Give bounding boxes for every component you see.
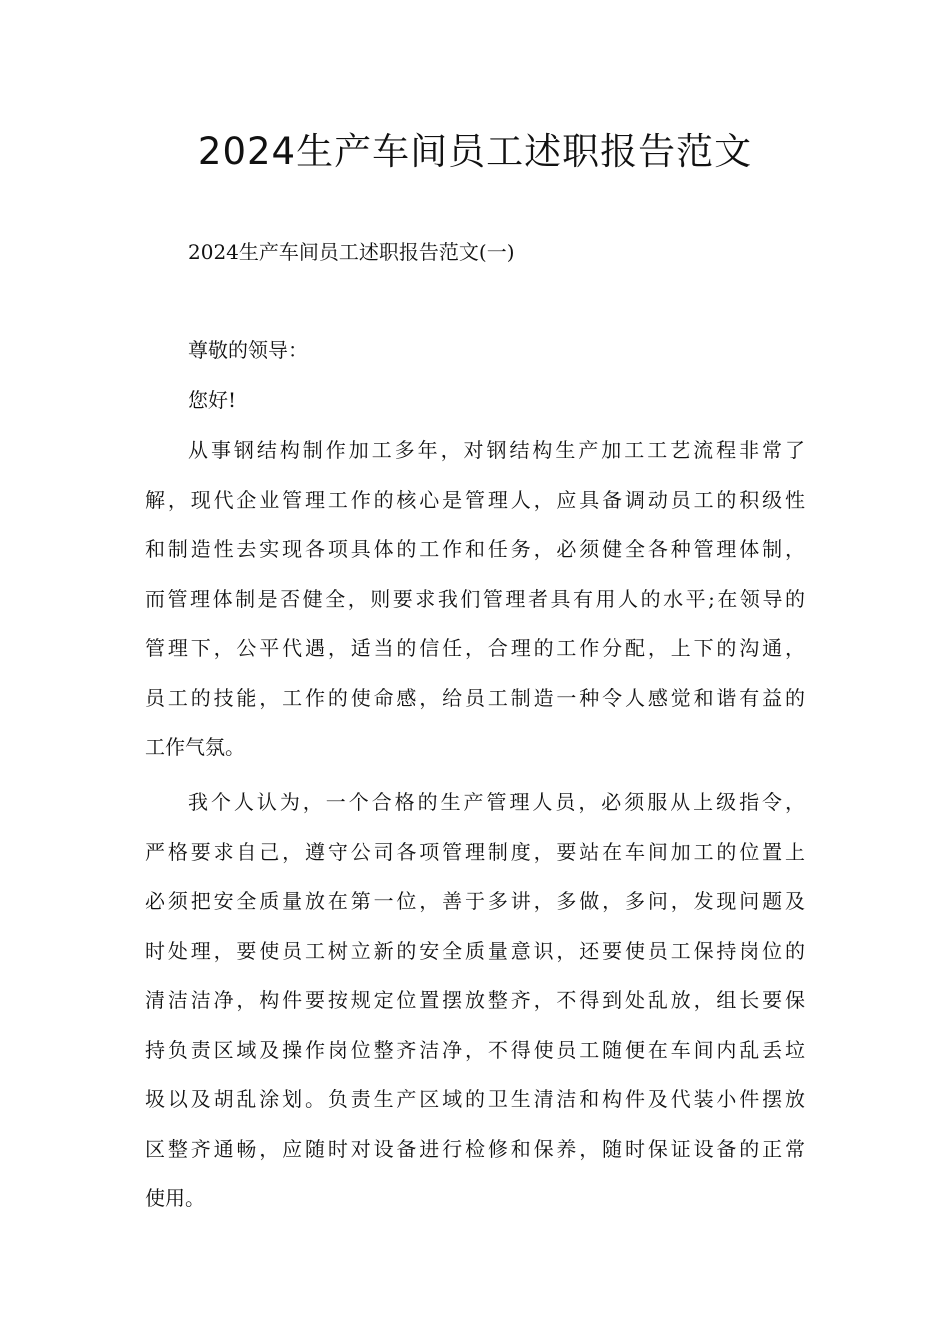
salutation: 尊敬的领导： — [188, 338, 308, 362]
paragraph-line: 清洁洁净，构件要按规定位置摆放整齐，不得到处乱放，组长要保 — [145, 988, 805, 1012]
paragraph-line: 使用。 — [145, 1186, 205, 1210]
paragraph-line: 时处理，要使员工树立新的安全质量意识，还要使员工保持岗位的 — [145, 938, 805, 963]
paragraph-line: 圾以及胡乱涂划。负责生产区域的卫生清洁和构件及代装小件摆放 — [145, 1087, 805, 1111]
paragraph-line: 员工的技能，工作的使命感，给员工制造一种令人感觉和谐有益的 — [145, 685, 805, 710]
paragraph-line: 持负责区域及操作岗位整齐洁净，不得使员工随便在车间内乱丢垃 — [145, 1037, 805, 1062]
greeting: 您好! — [188, 388, 237, 412]
body-paragraph-2 — [145, 778, 805, 1224]
document-subtitle: 2024生产车间员工述职报告范文(一) — [188, 240, 515, 264]
paragraph-line: 区整齐通畅，应随时对设备进行检修和保养，随时保证设备的正常 — [145, 1136, 805, 1161]
paragraph-line: 我个人认为，一个合格的生产管理人员，必须服从上级指令， — [188, 790, 805, 814]
paragraph-line: 解，现代企业管理工作的核心是管理人，应具备调动员工的积级性 — [145, 487, 805, 512]
paragraph-line: 管理下，公平代遇，适当的信任，合理的工作分配，上下的沟通， — [145, 636, 805, 660]
paragraph-line: 严格要求自己，遵守公司各项管理制度，要站在车间加工的位置上 — [145, 839, 805, 864]
paragraph-line: 和制造性去实现各项具体的工作和任务，必须健全各种管理体制， — [145, 537, 805, 561]
paragraph-line: 工作气氛。 — [145, 735, 245, 759]
paragraph-line: 而管理体制是否健全，则要求我们管理者具有用人的水平;在领导的 — [145, 586, 805, 611]
body-paragraph-1 — [145, 426, 805, 773]
paragraph-line: 必须把安全质量放在第一位，善于多讲，多做，多问，发现问题及 — [145, 889, 805, 913]
paragraph-line: 从事钢结构制作加工多年，对钢结构生产加工工艺流程非常了 — [188, 438, 805, 462]
document-title: 2024生产车间员工述职报告范文 — [197, 130, 753, 173]
